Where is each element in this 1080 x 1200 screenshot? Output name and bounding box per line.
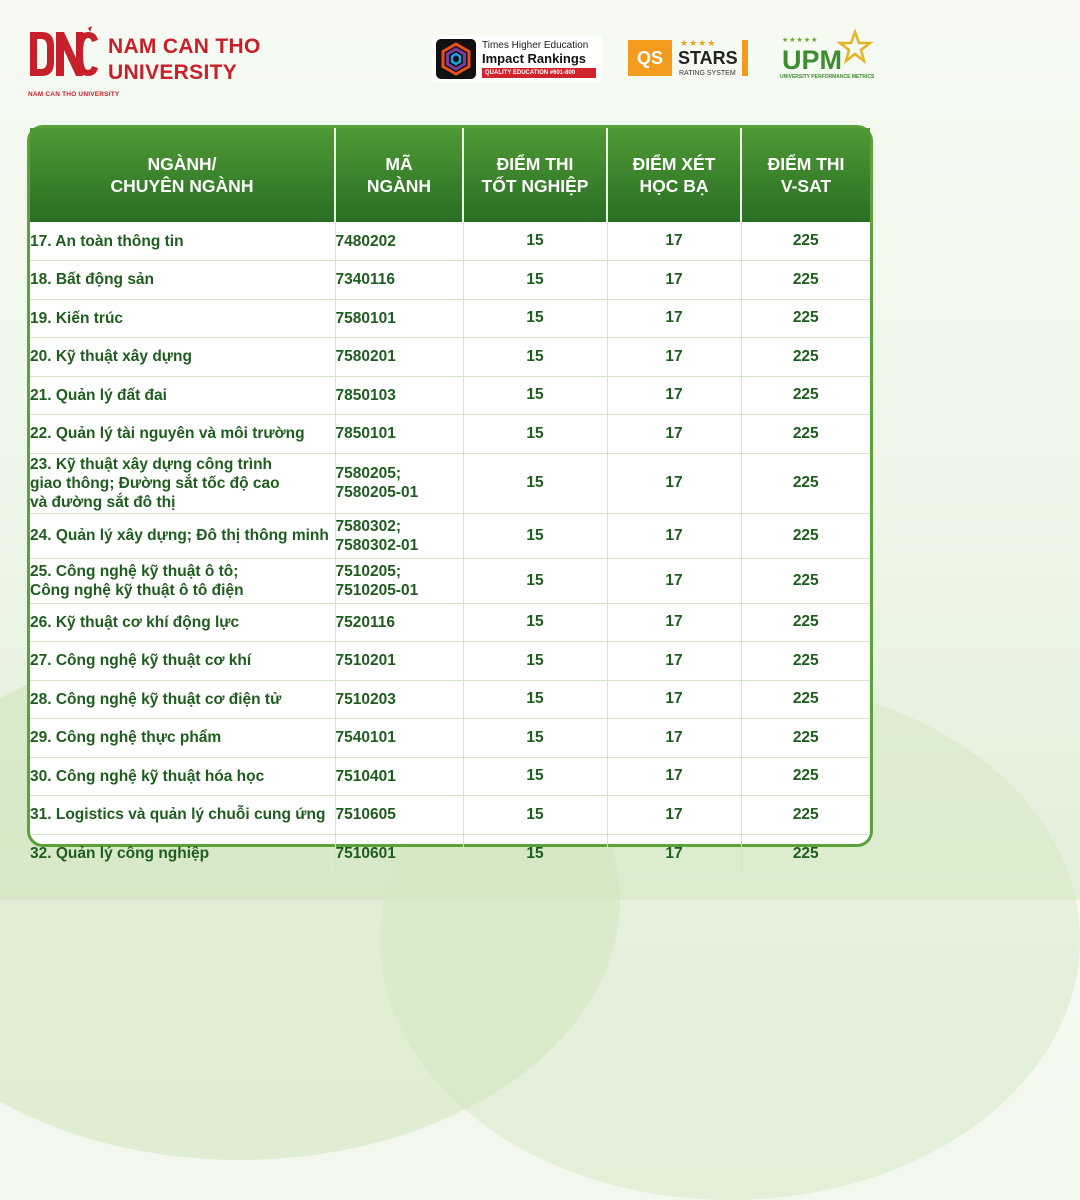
university-name-line2: UNIVERSITY bbox=[108, 61, 238, 84]
graduation-score-cell: 15 bbox=[463, 680, 607, 719]
major-code-line: 7580101 bbox=[335, 309, 396, 327]
graduation-score-cell: 15 bbox=[463, 415, 607, 454]
major-name-cell bbox=[30, 558, 335, 603]
major-code-line: 7510601 bbox=[335, 845, 396, 862]
major-code-line: 7480202 bbox=[335, 232, 396, 250]
header-line: HỌC BẠ bbox=[639, 176, 709, 196]
major-name-line: 29. Công nghệ thực phẩm bbox=[30, 729, 222, 747]
major-name-cell bbox=[30, 796, 335, 835]
header-transcript-score bbox=[607, 128, 741, 222]
major-name-line: 19. Kiến trúc bbox=[30, 309, 124, 327]
major-name-cell bbox=[30, 376, 335, 415]
dnc-logo-icon bbox=[28, 26, 100, 88]
major-name-cell bbox=[30, 719, 335, 758]
upm-badge bbox=[778, 30, 878, 86]
major-name-line: 24. Quản lý xây dựng; Đô thị thông minh bbox=[30, 527, 329, 544]
university-brand bbox=[28, 26, 298, 106]
major-name-line: 26. Kỹ thuật cơ khí động lực bbox=[30, 613, 240, 631]
table-row bbox=[30, 796, 870, 835]
major-name-cell bbox=[30, 513, 335, 558]
graduation-score-cell: 15 bbox=[463, 719, 607, 758]
major-code-line: 7540101 bbox=[335, 729, 396, 747]
header-vsat-score bbox=[741, 128, 870, 222]
transcript-score-cell: 17 bbox=[607, 796, 741, 835]
admission-score-card bbox=[27, 125, 873, 862]
qs-subtitle: RATING SYSTEM bbox=[679, 70, 736, 77]
graduation-score-cell: 15 bbox=[463, 558, 607, 603]
major-name-line: 21. Quản lý đất đai bbox=[30, 386, 167, 404]
header-line: MÃ bbox=[385, 154, 413, 174]
table-row bbox=[30, 222, 870, 261]
major-name-cell bbox=[30, 415, 335, 454]
major-name-cell bbox=[30, 261, 335, 300]
university-name bbox=[108, 34, 261, 86]
the-line2: Impact Rankings bbox=[482, 51, 587, 66]
major-name-line: Công nghệ kỹ thuật ô tô điện bbox=[30, 581, 244, 599]
upm-title: UPM bbox=[782, 45, 842, 75]
graduation-score-cell: 15 bbox=[463, 299, 607, 338]
major-code-cell bbox=[335, 642, 463, 681]
major-code-line: 7580205-01 bbox=[335, 484, 419, 501]
header-line: V-SAT bbox=[780, 176, 832, 196]
the-line3: QUALITY EDUCATION #601-800 bbox=[485, 70, 576, 76]
major-code-line: 7510605 bbox=[335, 806, 396, 824]
vsat-score-cell: 225 bbox=[741, 719, 870, 758]
qs-title: STARS bbox=[678, 48, 738, 68]
table-row bbox=[30, 642, 870, 681]
vsat-score-cell: 225 bbox=[741, 513, 870, 558]
vsat-score-cell: 225 bbox=[741, 222, 870, 261]
major-name-line: 20. Kỹ thuật xây dựng bbox=[30, 348, 192, 366]
vsat-score-cell: 225 bbox=[741, 338, 870, 377]
table-row bbox=[30, 453, 870, 513]
vsat-score-cell: 225 bbox=[741, 376, 870, 415]
major-code-line: 7510205-01 bbox=[335, 581, 419, 599]
upm-subtitle: UNIVERSITY PERFORMANCE METRICS bbox=[780, 74, 875, 80]
major-code-line: 7520116 bbox=[335, 613, 395, 631]
transcript-score-cell: 17 bbox=[607, 299, 741, 338]
major-name-cell bbox=[30, 642, 335, 681]
graduation-score-cell: 15 bbox=[463, 338, 607, 377]
major-name-cell bbox=[30, 338, 335, 377]
major-name-line: 25. Công nghệ kỹ thuật ô tô; bbox=[30, 562, 239, 580]
major-code-cell bbox=[335, 796, 463, 835]
transcript-score-cell: 17 bbox=[607, 757, 741, 796]
transcript-score-cell: 17 bbox=[607, 719, 741, 758]
table-row bbox=[30, 757, 870, 796]
graduation-score-cell: 15 bbox=[463, 757, 607, 796]
transcript-score-cell: 17 bbox=[607, 376, 741, 415]
major-code-cell bbox=[335, 680, 463, 719]
the-impact-rankings-badge bbox=[432, 36, 602, 82]
upm-star-rating: ★★★★★ bbox=[782, 37, 819, 44]
major-name-line: 31. Logistics và quản lý chuỗi cung ứng bbox=[30, 806, 326, 824]
vsat-score-cell: 225 bbox=[741, 757, 870, 796]
the-quality-strip bbox=[482, 68, 596, 78]
major-name-cell bbox=[30, 680, 335, 719]
table-row bbox=[30, 338, 870, 377]
the-line1: Times Higher Education bbox=[482, 40, 589, 51]
transcript-score-cell: 17 bbox=[607, 513, 741, 558]
major-code-cell bbox=[335, 453, 463, 513]
table-row bbox=[30, 415, 870, 454]
major-name-line: 22. Quản lý tài nguyên và môi trường bbox=[30, 425, 305, 443]
logo-caption: NAM CAN THO UNIVERSITY bbox=[28, 91, 120, 98]
university-name-line1: NAM CAN THO bbox=[108, 35, 261, 58]
major-code-line: 7580302-01 bbox=[335, 536, 419, 554]
graduation-score-cell: 15 bbox=[463, 222, 607, 261]
major-code-line: 7580302; bbox=[335, 517, 402, 535]
graduation-score-cell: 15 bbox=[463, 261, 607, 300]
table-row bbox=[30, 558, 870, 603]
transcript-score-cell: 17 bbox=[607, 558, 741, 603]
transcript-score-cell: 17 bbox=[607, 261, 741, 300]
major-name-cell bbox=[30, 453, 335, 513]
major-code-cell bbox=[335, 338, 463, 377]
major-code-cell bbox=[335, 415, 463, 454]
major-code-line: 7510203 bbox=[335, 690, 396, 708]
qs-stars-badge bbox=[628, 36, 750, 82]
transcript-score-cell: 17 bbox=[607, 642, 741, 681]
admission-score-table bbox=[30, 128, 870, 873]
vsat-score-cell: 225 bbox=[792, 844, 819, 862]
major-code-line: 7340116 bbox=[335, 271, 395, 289]
header-line: NGÀNH/ bbox=[147, 154, 217, 174]
vsat-score-cell: 225 bbox=[741, 415, 870, 454]
upm-star-icon bbox=[838, 30, 872, 64]
table-row bbox=[30, 603, 870, 642]
major-name-line: 23. Kỹ thuật xây dựng công trình bbox=[30, 455, 273, 473]
graduation-score-cell: 15 bbox=[463, 603, 607, 642]
major-code-cell bbox=[335, 261, 463, 300]
vsat-score-cell: 225 bbox=[741, 642, 870, 681]
table-row bbox=[30, 299, 870, 338]
transcript-score-cell: 17 bbox=[607, 680, 741, 719]
major-name-line: 18. Bất động sản bbox=[30, 271, 155, 289]
major-code-line: 7510201 bbox=[335, 652, 396, 670]
major-code-line: 7580201 bbox=[335, 348, 396, 366]
graduation-score-cell: 15 bbox=[463, 642, 607, 681]
table-row bbox=[30, 719, 870, 758]
vsat-score-cell: 225 bbox=[741, 453, 870, 513]
graduation-score-cell: 15 bbox=[463, 796, 607, 835]
header-major bbox=[30, 128, 335, 222]
transcript-score-cell: 17 bbox=[607, 415, 741, 454]
major-code-cell bbox=[335, 513, 463, 558]
header-line: ĐIỂM XÉT bbox=[632, 154, 716, 174]
transcript-score-cell: 17 bbox=[607, 338, 741, 377]
major-name-cell bbox=[30, 222, 335, 261]
table-row bbox=[30, 261, 870, 300]
major-code-cell bbox=[335, 757, 463, 796]
vsat-score-cell: 225 bbox=[741, 558, 870, 603]
major-code-cell bbox=[335, 376, 463, 415]
major-code-line: 7510401 bbox=[335, 767, 396, 785]
vsat-score-cell: 225 bbox=[741, 261, 870, 300]
major-code-cell bbox=[335, 834, 463, 873]
graduation-score-cell: 15 bbox=[463, 834, 607, 873]
graduation-score-cell: 15 bbox=[463, 453, 607, 513]
qs-box: QS bbox=[628, 40, 672, 76]
major-code-cell bbox=[335, 719, 463, 758]
qs-accent-bar bbox=[742, 40, 748, 76]
table-row bbox=[30, 680, 870, 719]
qs-star-rating: ★★★★ bbox=[680, 38, 717, 48]
header-graduation-score bbox=[463, 128, 607, 222]
major-name-line: 32. Quản lý công nghiệp bbox=[30, 845, 210, 862]
major-name-cell bbox=[30, 299, 335, 338]
major-code-cell bbox=[335, 222, 463, 261]
header-line: NGÀNH bbox=[366, 176, 432, 196]
major-name-cell bbox=[30, 603, 335, 642]
major-code-cell bbox=[335, 299, 463, 338]
major-name-line: và đường sắt đô thị bbox=[30, 493, 176, 511]
table-row bbox=[30, 834, 870, 873]
header-code bbox=[335, 128, 463, 222]
vsat-score-cell: 225 bbox=[741, 680, 870, 719]
transcript-score-cell: 17 bbox=[607, 603, 741, 642]
major-code-line: 7580205; bbox=[335, 465, 402, 482]
transcript-score-cell: 17 bbox=[607, 222, 741, 261]
major-name-line: 30. Công nghệ kỹ thuật hóa học bbox=[30, 767, 265, 785]
major-name-cell bbox=[30, 757, 335, 796]
vsat-score-cell: 225 bbox=[741, 603, 870, 642]
major-code-line: 7510205; bbox=[335, 562, 402, 580]
major-name-line: giao thông; Đường sắt tốc độ cao bbox=[30, 474, 280, 492]
table-body bbox=[30, 222, 870, 873]
transcript-score-cell: 17 bbox=[607, 834, 741, 873]
transcript-score-cell: 17 bbox=[607, 453, 741, 513]
the-impact-logo-icon bbox=[436, 39, 476, 79]
header-line: CHUYÊN NGÀNH bbox=[110, 176, 254, 196]
major-code-cell bbox=[335, 558, 463, 603]
header-line: ĐIỂM THI bbox=[496, 154, 574, 174]
major-name-line: 28. Công nghệ kỹ thuật cơ điện tử bbox=[30, 690, 282, 708]
major-name-cell bbox=[30, 834, 335, 873]
header-line: TỐT NGHIỆP bbox=[481, 176, 589, 196]
major-code-cell bbox=[335, 603, 463, 642]
graduation-score-cell: 15 bbox=[463, 513, 607, 558]
table-row bbox=[30, 376, 870, 415]
table-header-row bbox=[30, 128, 870, 222]
vsat-score-cell: 225 bbox=[741, 796, 870, 835]
table-row bbox=[30, 513, 870, 558]
major-code-line: 7850101 bbox=[335, 425, 396, 443]
major-name-line: 27. Công nghệ kỹ thuật cơ khí bbox=[30, 652, 252, 670]
vsat-score-cell: 225 bbox=[741, 299, 870, 338]
header-line: ĐIỂM THI bbox=[767, 154, 845, 174]
major-name-line: 17. An toàn thông tin bbox=[30, 232, 184, 250]
graduation-score-cell: 15 bbox=[463, 376, 607, 415]
major-code-line: 7850103 bbox=[335, 386, 396, 404]
